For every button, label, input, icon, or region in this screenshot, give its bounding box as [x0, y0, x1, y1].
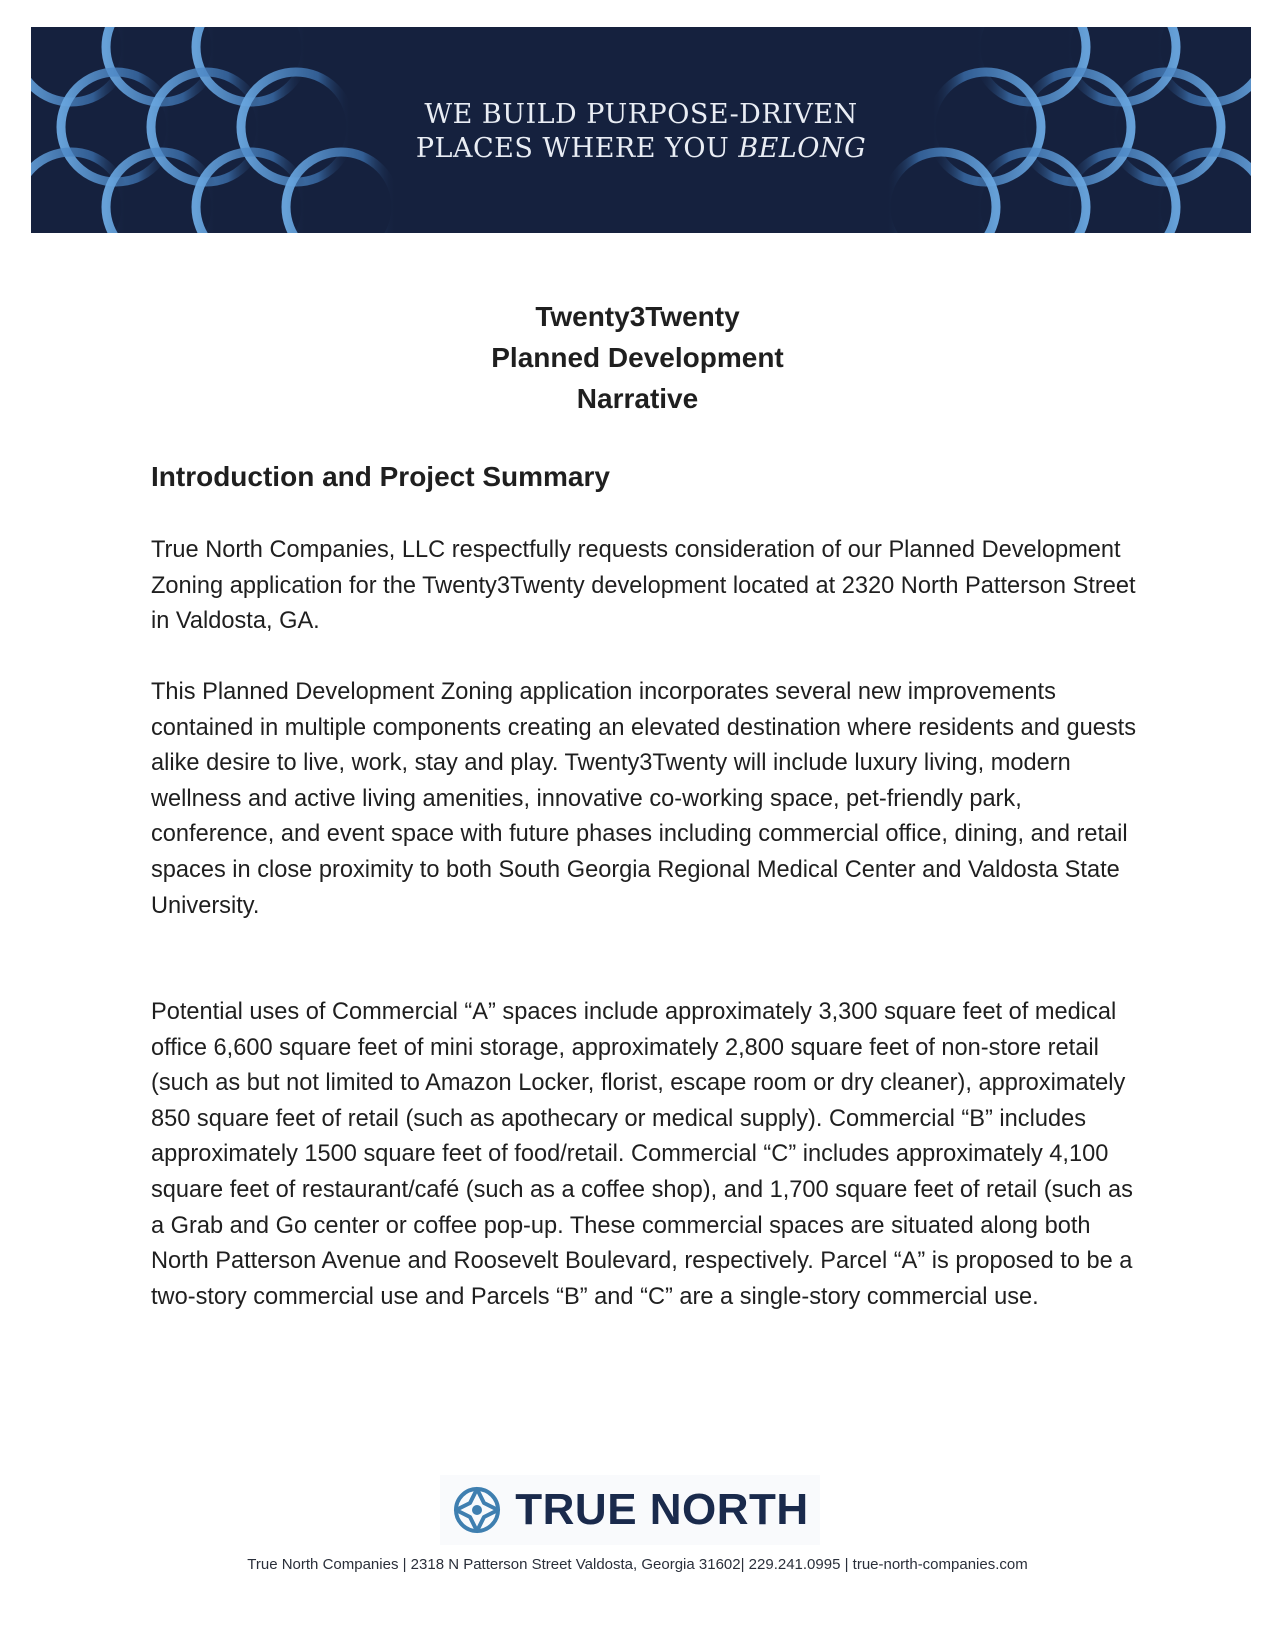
paragraph-3: Potential uses of Commercial “A” spaces include approximately 3,300 square feet of medical office 6,600 square feet of mini storage, approximately 2,800 square feet of non-store retail (such as but not limited to Amazon Locker, florist, escape room or dry cleaner), approximately 850 square feet of retail (such as apothecary or medical supply). Commercial “B” includes approximately 1500 square feet of food/retail. Commercial “C” includes approximately 4,100 square feet of restaurant/café (such as a coffee shop), and 1,700 square feet of retail (such as a Grab and Go center or coffee pop-up. These commercial spaces are situated along both North Patterson Avenue and Roosevelt Boulevard, respectively. Parcel “A” is proposed to be a two-story commercial use and Parcels “B” and “C” are a single-story commercial use.	[151, 999, 1133, 1310]
document-title	[0, 296, 1275, 419]
logo-wordmark: TRUE NORTH	[515, 1485, 809, 1534]
paragraph-1: True North Companies, LLC respectfully requests consideration of our Planned Development Zoning application for the Twenty3Twenty development located at 2320 North Patterson Street in Valdosta, GA.	[151, 537, 1136, 635]
company-logo	[440, 1475, 820, 1545]
banner-tagline	[31, 98, 1251, 166]
tagline-line-1: WE BUILD PURPOSE-DRIVEN	[424, 99, 858, 130]
footer-contact-line: True North Companies | 2318 N Patterson Street Valdosta, Georgia 31602| 229.241.0995 | true-north-companies.com	[247, 1556, 1028, 1573]
title-line-2: Planned Development	[491, 342, 784, 373]
title-line-1: Twenty3Twenty	[535, 301, 740, 332]
paragraph-2: This Planned Development Zoning application incorporates several new improvements contained in multiple components creating an elevated destination where residents and guests alike desire to live, work, stay and play. Twenty3Twenty will include luxury living, modern wellness and active living amenities, innovative co-working space, pet-friendly park, conference, and event space with future phases including commercial office, dining, and retail spaces in close proximity to both South Georgia Regional Medical Center and Valdosta State University.	[151, 679, 1137, 919]
title-line-3: Narrative	[576, 383, 699, 414]
compass-star-icon	[451, 1484, 503, 1536]
tagline-line-2-plain: PLACES WHERE YOU	[415, 133, 739, 164]
tagline-line-2	[31, 132, 1251, 166]
section-heading: Introduction and Project Summary	[151, 461, 610, 492]
header-banner	[31, 27, 1251, 233]
tagline-line-2-italic: BELONG	[738, 133, 867, 164]
